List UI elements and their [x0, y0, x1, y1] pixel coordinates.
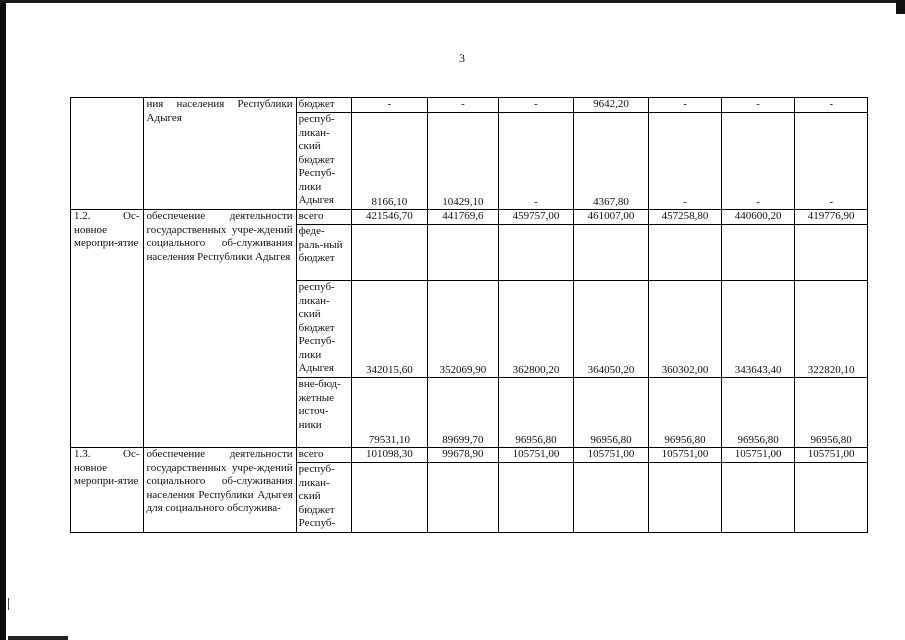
value-cell: 362800,20 [499, 281, 574, 378]
value-cell: 419776,90 [795, 210, 868, 225]
value-cell: 96956,80 [795, 378, 868, 448]
value-cell: 105751,00 [499, 448, 574, 463]
value-cell: 342015,60 [352, 281, 428, 378]
scan-bottom-mark [8, 636, 68, 640]
value-cell: 4367,80 [573, 113, 649, 210]
value-cell: 105751,00 [573, 448, 649, 463]
value-cell: 364050,20 [573, 281, 649, 378]
value-cell [352, 225, 428, 281]
value-cell [573, 463, 649, 533]
page-number: 3 [459, 51, 465, 65]
value-cell: 360302,00 [649, 281, 722, 378]
value-cell: 96956,80 [721, 378, 795, 448]
value-cell: 96956,80 [649, 378, 722, 448]
item-cell: 1.2. Ос-новное меропри-ятие [71, 210, 144, 448]
value-cell: 79531,10 [352, 378, 428, 448]
value-cell [573, 225, 649, 281]
value-cell: 343643,40 [721, 281, 795, 378]
value-cell [721, 463, 795, 533]
value-cell: - [721, 98, 795, 113]
value-cell: - [499, 113, 574, 210]
budget-table [70, 97, 868, 533]
value-cell: 441769,6 [427, 210, 499, 225]
value-cell: 96956,80 [573, 378, 649, 448]
value-cell: - [649, 113, 722, 210]
source-label: респуб-ликан-ский бюджет Респуб-лики Адыгея [296, 281, 351, 378]
description-cell: обеспечение деятельности государственных учре-ждений социального об-служивания населения Республики Адыгея [143, 210, 296, 448]
scan-margin-tick [8, 598, 9, 610]
value-cell [427, 225, 499, 281]
value-cell: 101098,30 [352, 448, 428, 463]
value-cell: - [427, 98, 499, 113]
value-cell: - [795, 98, 868, 113]
value-cell: - [352, 98, 428, 113]
value-cell: - [499, 98, 574, 113]
value-cell: 8166,10 [352, 113, 428, 210]
value-cell: 99678,90 [427, 448, 499, 463]
table-row [71, 210, 868, 225]
value-cell: 457258,80 [649, 210, 722, 225]
item-cell [71, 98, 144, 210]
source-label: бюджет [296, 98, 351, 113]
value-cell [499, 463, 574, 533]
value-cell: 352069,90 [427, 281, 499, 378]
value-cell: 322820,10 [795, 281, 868, 378]
value-cell: 96956,80 [499, 378, 574, 448]
value-cell: 105751,00 [795, 448, 868, 463]
value-cell [721, 225, 795, 281]
value-cell: 9642,20 [573, 98, 649, 113]
scan-corner-mark [896, 0, 905, 14]
value-cell: - [795, 113, 868, 210]
value-cell: 10429,10 [427, 113, 499, 210]
source-label: всего [296, 448, 351, 463]
value-cell [795, 225, 868, 281]
value-cell [427, 463, 499, 533]
item-cell: 1.3. Ос-новное меропри-ятие [71, 448, 144, 533]
value-cell: 105751,00 [649, 448, 722, 463]
value-cell: 440600,20 [721, 210, 795, 225]
value-cell: 461007,00 [573, 210, 649, 225]
source-label: феде-раль-ный бюджет [296, 225, 351, 281]
value-cell [649, 463, 722, 533]
table-row [71, 448, 868, 463]
source-label: всего [296, 210, 351, 225]
source-label: вне-бюд-жетные источ-ники [296, 378, 351, 448]
source-label: респуб-ликан-ский бюджет Респуб-лики Адыгея [296, 113, 351, 210]
description-cell: ния населения Республики Адыгея [143, 98, 296, 210]
value-cell: 105751,00 [721, 448, 795, 463]
value-cell [795, 463, 868, 533]
value-cell: - [721, 113, 795, 210]
value-cell [649, 225, 722, 281]
value-cell: 89699,70 [427, 378, 499, 448]
source-label: респуб-ликан-ский бюджет Респуб- [296, 463, 351, 533]
table-row [71, 98, 868, 113]
value-cell [499, 225, 574, 281]
value-cell: - [649, 98, 722, 113]
scan-left-edge [0, 0, 6, 640]
value-cell [352, 463, 428, 533]
value-cell: 421546,70 [352, 210, 428, 225]
value-cell: 459757,00 [499, 210, 574, 225]
description-cell: обеспечение деятельности государственных учре-ждений социального об-служивания населения Республики Адыгея для социального обслужива- [143, 448, 296, 533]
scan-top-edge [0, 0, 905, 3]
